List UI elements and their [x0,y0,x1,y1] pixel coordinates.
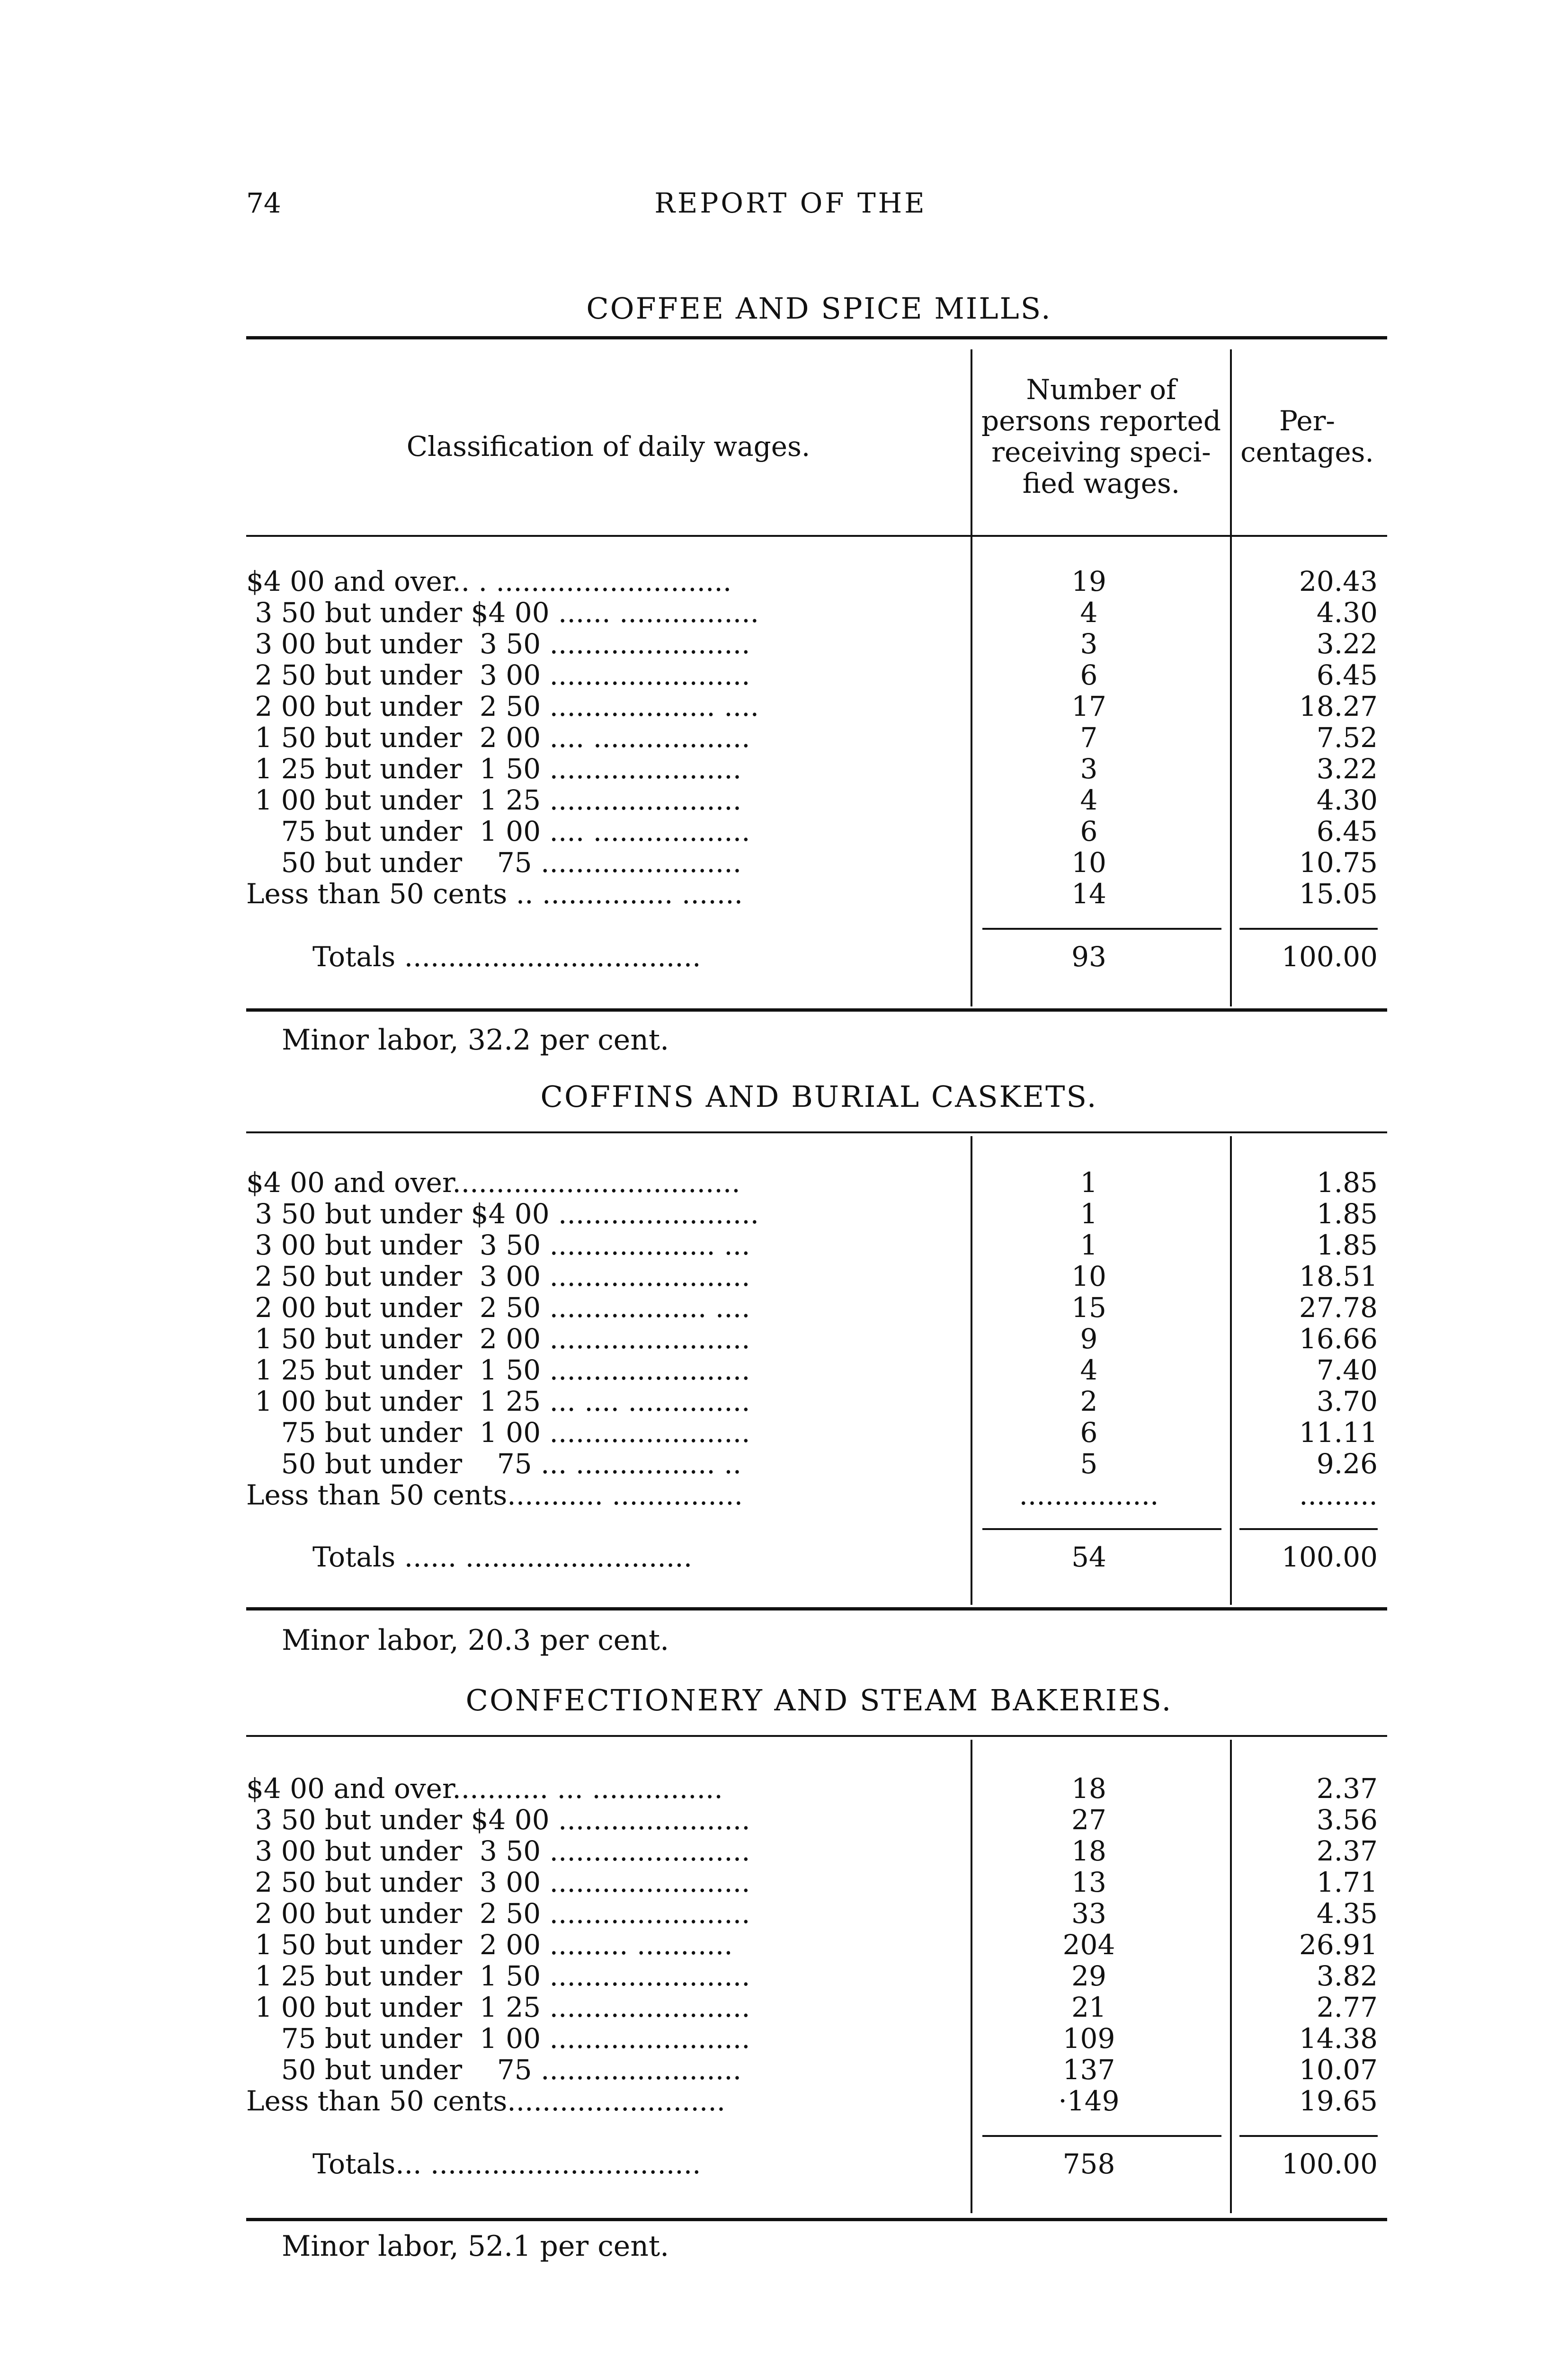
percentage: 1.85 [1316,1229,1378,1261]
minor-labor-note: Minor labor, 20.3 per cent. [282,1624,669,1657]
header-number-line: receiving speci- [991,436,1211,468]
percentage: 7.40 [1316,1354,1378,1386]
table-row [246,753,1387,784]
wage-class: 1 25 but under 1 50 ....................... [246,1960,750,1992]
person-count: 3 [1080,628,1098,660]
table-row [246,566,1387,597]
percentage: 11.11 [1299,1416,1378,1449]
table-row [246,2054,1387,2085]
wage-class: 1 50 but under 2 00 .... .................. [246,722,750,753]
wage-class: 50 but under 75 ....................... [246,2054,742,2085]
section-title-confectionery: CONFECTIONERY AND STEAM BAKERIES. [465,1683,1173,1717]
percentage: 27.78 [1299,1291,1378,1324]
table-row [246,628,1387,659]
wage-class: 1 00 but under 1 25 ...................... [246,784,742,816]
wage-class: 2 00 but under 2 50 ....................... [246,1898,750,1929]
totals-row [246,941,1387,972]
percentage: 4.35 [1316,1897,1378,1930]
table-row [246,1960,1387,1992]
person-count: 29 [1071,1960,1106,1992]
table-row [246,691,1387,722]
table-bottom-rule [246,1607,1387,1611]
table-top-rule [246,336,1387,339]
person-count: 14 [1071,878,1106,910]
wage-class: 75 but under 1 00 ....................... [246,1417,750,1448]
table-row [246,1386,1387,1417]
percentage: 10.07 [1299,2054,1378,2086]
percentage: 3.82 [1316,1960,1378,1992]
person-count: 18 [1071,1835,1106,1867]
totals-rule [1239,1528,1378,1530]
percentage: 2.37 [1316,1835,1378,1867]
wage-class: Less than 50 cents......................... [246,2085,726,2117]
totals-rule [1239,2135,1378,2137]
table-row [246,1898,1387,1929]
table-row [246,1992,1387,2023]
person-count: 1 [1080,1166,1098,1199]
percentage: 9.26 [1316,1448,1378,1480]
table-top-rule [246,1735,1387,1737]
totals-rule [1239,928,1378,930]
person-count: 19 [1071,565,1106,597]
person-count: 1 [1080,1229,1098,1261]
table-row [246,1261,1387,1292]
person-count: 137 [1062,2054,1115,2086]
table-row [246,1229,1387,1261]
running-head: REPORT OF THE [654,187,927,219]
header-number-line: fied wages. [1022,467,1180,499]
header-number [972,374,1230,499]
totals-rule [982,1528,1221,1530]
wage-class: 50 but under 75 ....................... [246,847,742,878]
wage-class: 2 50 but under 3 00 ....................... [246,1261,750,1292]
percentage: 2.37 [1316,1772,1378,1805]
percentage: 16.66 [1299,1323,1378,1355]
wage-class: 2 00 but under 2 50 ................... .... [246,691,759,722]
percentage: 3.22 [1316,628,1378,660]
person-count: 18 [1071,1772,1106,1805]
section-title-coffins: COFFINS AND BURIAL CASKETS. [540,1079,1098,1114]
person-count: 109 [1062,2022,1115,2055]
page-header [246,187,1392,225]
header-number-line: persons reported [981,405,1221,437]
table-row [246,1773,1387,1804]
percentage: ......... [1299,1479,1378,1511]
person-count: 6 [1080,659,1098,691]
wage-class: 2 00 but under 2 50 .................. .... [246,1292,750,1323]
wage-class: Less than 50 cents .. ............... ....... [246,878,743,909]
person-count: 4 [1080,784,1098,816]
person-count: 9 [1080,1323,1098,1355]
wage-class: $4 00 and over.. . ........................... [246,566,732,597]
table-row [246,1479,1387,1511]
person-count: 6 [1080,815,1098,847]
person-count: 6 [1080,1416,1098,1449]
table-row [246,1929,1387,1960]
percentage: 10.75 [1299,846,1378,879]
table-row [246,1292,1387,1323]
table-row [246,1448,1387,1479]
table-row [246,1198,1387,1229]
totals-rule [982,928,1221,930]
totals-label: Totals... ............................... [312,2148,701,2180]
wage-class: 75 but under 1 00 ....................... [246,2023,750,2054]
table-row [246,2085,1387,2117]
totals-count: 93 [1071,941,1106,973]
percentage: 4.30 [1316,596,1378,629]
percentage: 26.91 [1299,1929,1378,1961]
percentage: 20.43 [1299,565,1378,597]
wage-class: 3 50 but under $4 00 ...................... [246,1804,750,1835]
minor-labor-note: Minor labor, 52.1 per cent. [282,2230,669,2263]
table-row [246,784,1387,816]
totals-rule [982,2135,1221,2137]
wages-table-coffee [246,336,1387,1020]
header-percentages [1232,405,1382,468]
table-row [246,597,1387,628]
percentage: 18.27 [1299,690,1378,722]
table-row [246,722,1387,753]
table-row [246,1323,1387,1354]
wage-class: 3 50 but under $4 00 ....................... [246,1198,759,1229]
percentage: 4.30 [1316,784,1378,816]
person-count: 27 [1071,1804,1106,1836]
totals-row [246,2148,1387,2180]
header-percent-line: Per- [1279,405,1336,437]
percentage: 19.65 [1299,2085,1378,2117]
totals-percentage: 100.00 [1282,941,1378,973]
table-row [246,2023,1387,2054]
wages-table-coffins [246,1131,1387,1614]
wage-class: 1 50 but under 2 00 ....................... [246,1323,750,1354]
header-percent-line: centages. [1240,436,1374,468]
person-count: ·149 [1058,2085,1120,2117]
person-count: 1 [1080,1198,1098,1230]
section-title-coffee: COFFEE AND SPICE MILLS. [586,291,1052,326]
percentage: 2.77 [1316,1991,1378,2023]
percentage: 3.22 [1316,753,1378,785]
percentage: 18.51 [1299,1260,1378,1292]
wage-class: 1 50 but under 2 00 ......... ........... [246,1929,733,1960]
table-row [246,847,1387,878]
person-count: 13 [1071,1866,1106,1898]
table-row [246,878,1387,909]
percentage: 3.70 [1316,1385,1378,1417]
percentage: 15.05 [1299,878,1378,910]
wage-class: 1 00 but under 1 25 ... .... .............. [246,1386,750,1417]
header-classification: Classification of daily wages. [406,430,811,463]
table-bottom-rule [246,2218,1387,2221]
wage-class: 3 50 but under $4 00 ...... ................ [246,597,759,628]
table-row [246,816,1387,847]
percentage: 3.56 [1316,1804,1378,1836]
table-row [246,1167,1387,1198]
percentage: 1.71 [1316,1866,1378,1898]
wage-class: 3 00 but under 3 50 ................... ... [246,1229,750,1261]
wage-class: $4 00 and over........... ... ............... [246,1773,723,1804]
totals-percentage: 100.00 [1282,2148,1378,2180]
person-count: 21 [1071,1991,1106,2023]
header-bottom-rule [246,535,1387,537]
percentage: 1.85 [1316,1166,1378,1199]
percentage: 14.38 [1299,2022,1378,2055]
table-row [246,659,1387,691]
table-row [246,1417,1387,1448]
table-top-rule [246,1131,1387,1133]
person-count: 3 [1080,753,1098,785]
person-count: 204 [1062,1929,1115,1961]
totals-label: Totals ...... .......................... [312,1541,693,1573]
table-row [246,1835,1387,1867]
table-row [246,1804,1387,1835]
wage-class: 1 25 but under 1 50 ...................... [246,753,742,784]
wage-class: 2 50 but under 3 00 ....................... [246,1867,750,1898]
person-count: ................ [1019,1479,1159,1511]
person-count: 10 [1071,1260,1106,1292]
header-number-line: Number of [1026,374,1176,406]
page-number: 74 [246,187,281,219]
wage-class: 3 00 but under 3 50 ....................... [246,1835,750,1867]
wage-class: $4 00 and over................................. [246,1167,740,1198]
percentage: 6.45 [1316,659,1378,691]
totals-percentage: 100.00 [1282,1541,1378,1573]
table-row [246,1867,1387,1898]
percentage: 6.45 [1316,815,1378,847]
table-bottom-rule [246,1008,1387,1012]
person-count: 4 [1080,1354,1098,1386]
wage-class: 1 25 but under 1 50 ....................... [246,1354,750,1386]
person-count: 10 [1071,846,1106,879]
totals-label: Totals .................................. [312,941,701,972]
person-count: 4 [1080,596,1098,629]
person-count: 2 [1080,1385,1098,1417]
percentage: 1.85 [1316,1198,1378,1230]
person-count: 33 [1071,1897,1106,1930]
wage-class: 1 00 but under 1 25 ....................... [246,1992,750,2023]
person-count: 17 [1071,690,1106,722]
person-count: 7 [1080,721,1098,754]
wage-class: 50 but under 75 ... ................ .. [246,1448,742,1479]
totals-row [246,1541,1387,1573]
totals-count: 54 [1071,1541,1106,1573]
wage-class: 2 50 but under 3 00 ....................... [246,659,750,691]
minor-labor-note: Minor labor, 32.2 per cent. [282,1023,669,1057]
wage-class: Less than 50 cents........... ............... [246,1479,743,1511]
wages-table-confectionery [246,1735,1387,2227]
person-count: 5 [1080,1448,1098,1480]
wage-class: 3 00 but under 3 50 ....................... [246,628,750,659]
table-row [246,1354,1387,1386]
wage-class: 75 but under 1 00 .... .................. [246,816,750,847]
person-count: 15 [1071,1291,1106,1324]
totals-count: 758 [1062,2148,1115,2180]
percentage: 7.52 [1316,721,1378,754]
